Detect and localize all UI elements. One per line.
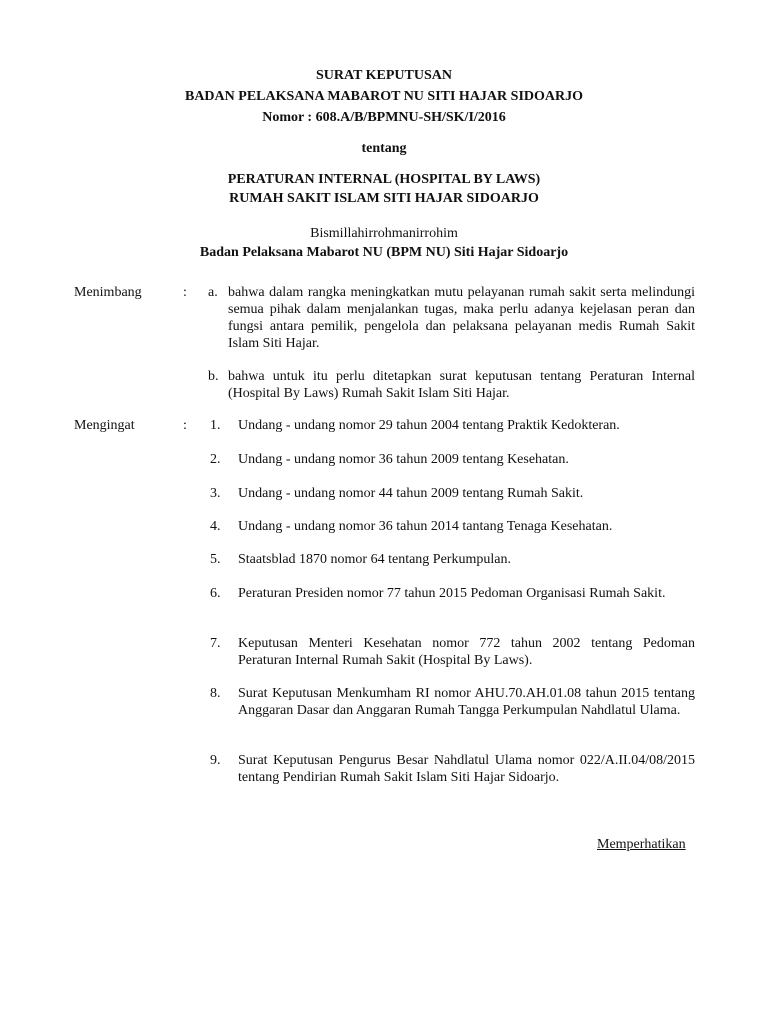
decree-title: SURAT KEPUTUSAN xyxy=(315,68,452,83)
mengingat-marker-8: 8. xyxy=(210,686,221,701)
mengingat-item-5: Staatsblad 1870 nomor 64 tentang Perkumpulan. xyxy=(238,552,511,567)
menimbang-label: Menimbang xyxy=(74,285,142,300)
menimbang-item-a: bahwa dalam rangka meningkatkan mutu pelayanan rumah sakit serta melindungi semua pihak dalam menjalankan tugas, maka perlu adanya kejelasan peran dan fungsi antara pemilik, pengelola dan pelaksana pelayanan medis Rumah Sakit Islam Siti Hajar. xyxy=(228,285,695,351)
issuing-entity: Badan Pelaksana Mabarot NU (BPM NU) Siti Hajar Sidoarjo xyxy=(199,245,569,260)
mengingat-item-1: Undang - undang nomor 29 tahun 2004 tentang Praktik Kedokteran. xyxy=(238,418,620,433)
mengingat-marker-6: 6. xyxy=(210,586,221,601)
mengingat-item-8: Surat Keputusan Menkumham RI nomor AHU.70.AH.01.08 tahun 2015 tentang Anggaran Dasar dan Anggaran Rumah Tangga Perkumpulan Nahdlatul Ulama. xyxy=(238,686,695,718)
mengingat-marker-2: 2. xyxy=(210,452,221,467)
memperhatikan-heading: Memperhatikan xyxy=(597,837,686,852)
mengingat-colon: : xyxy=(183,418,187,433)
issuing-body: BADAN PELAKSANA MABAROT NU SITI HAJAR SIDOARJO xyxy=(184,89,583,104)
menimbang-colon: : xyxy=(183,285,187,300)
mengingat-marker-1: 1. xyxy=(210,418,221,433)
subject-title-1: PERATURAN INTERNAL (HOSPITAL BY LAWS) xyxy=(227,172,541,187)
mengingat-marker-3: 3. xyxy=(210,486,221,501)
menimbang-marker-a: a. xyxy=(208,285,218,300)
mengingat-item-6: Peraturan Presiden nomor 77 tahun 2015 Pedoman Organisasi Rumah Sakit. xyxy=(238,586,666,601)
mengingat-marker-4: 4. xyxy=(210,519,221,534)
decree-number: Nomor : 608.A/B/BPMNU-SH/SK/I/2016 xyxy=(262,110,506,125)
mengingat-label: Mengingat xyxy=(74,418,135,433)
mengingat-marker-9: 9. xyxy=(210,753,221,768)
tentang-label: tentang xyxy=(361,141,407,156)
mengingat-item-9: Surat Keputusan Pengurus Besar Nahdlatul Ulama nomor 022/A.II.04/08/2015 tentang Pendirian Rumah Sakit Islam Siti Hajar Sidoarjo. xyxy=(238,753,695,785)
mengingat-marker-5: 5. xyxy=(210,552,221,567)
subject-title-2: RUMAH SAKIT ISLAM SITI HAJAR SIDOARJO xyxy=(229,191,539,206)
menimbang-marker-b: b. xyxy=(208,369,219,384)
mengingat-item-4: Undang - undang nomor 36 tahun 2014 tantang Tenaga Kesehatan. xyxy=(238,519,613,534)
menimbang-item-b: bahwa untuk itu perlu ditetapkan surat keputusan tentang Peraturan Internal (Hospital By Laws) Rumah Sakit Islam Siti Hajar. xyxy=(228,369,695,401)
mengingat-item-7: Keputusan Menteri Kesehatan nomor 772 tahun 2002 tentang Pedoman Peraturan Internal Rumah Sakit (Hospital By Laws). xyxy=(238,636,695,668)
mengingat-item-3: Undang - undang nomor 44 tahun 2009 tentang Rumah Sakit. xyxy=(238,486,584,501)
bismillah: Bismillahirrohmanirrohim xyxy=(310,226,458,241)
mengingat-item-2: Undang - undang nomor 36 tahun 2009 tentang Kesehatan. xyxy=(238,452,569,467)
mengingat-marker-7: 7. xyxy=(210,636,221,651)
